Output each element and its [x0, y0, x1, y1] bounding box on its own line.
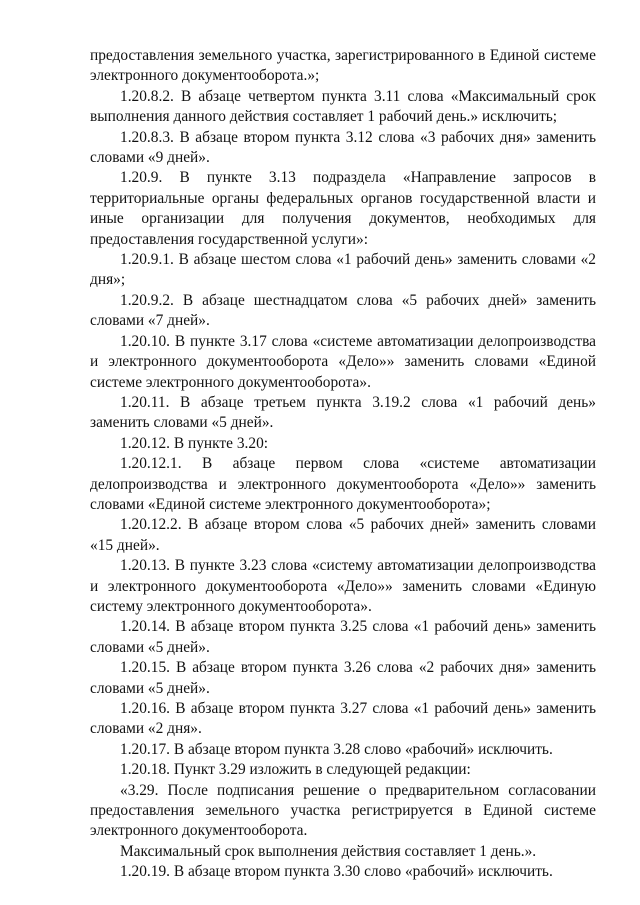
paragraph-continuation: предоставления земельного участка, зарегистрированного в Единой системе электронного документооборота.»;	[90, 47, 596, 85]
paragraph-1-20-12: 1.20.12. В пункте 3.20:	[120, 434, 269, 452]
paragraph-1-20-19: 1.20.19. В абзаце втором пункта 3.30 слово «рабочий» исключить.	[120, 863, 553, 881]
paragraph-1-20-15: 1.20.15. В абзаце втором пункта 3.26 слова «2 рабочих дня» заменить словами «5 дней».	[90, 659, 596, 697]
paragraph-3-29-quote: «3.29. После подписания решение о предварительном согласовании предоставления земельного участка регистрируется в Единой системе электронного документооборота.	[90, 781, 596, 840]
paragraph-1-20-9-2: 1.20.9.2. В абзаце шестнадцатом слова «5 рабочих дней» заменить словами «7 дней».	[90, 291, 596, 330]
paragraph-1-20-11: 1.20.11. В абзаце третьем пункта 3.19.2 слова «1 рабочий день» заменить словами «5 дней».	[90, 393, 596, 432]
paragraph-1-20-17: 1.20.17. В абзаце втором пункта 3.28 слово «рабочий» исключить.	[120, 740, 553, 758]
document-page	[90, 46, 596, 883]
paragraph-1-20-9-1: 1.20.9.1. В абзаце шестом слова «1 рабочий день» заменить словами «2 дня»;	[90, 251, 596, 289]
paragraph-1-20-13: 1.20.13. В пункте 3.23 слова «систему автоматизации делопроизводства и электронного документооборота «Дело»» заменить словами «Единую систему электронного документооборота».	[90, 557, 596, 615]
paragraph-1-20-8-3: 1.20.8.3. В абзаце втором пункта 3.12 слова «3 рабочих дня» заменить словами «9 дней».	[90, 128, 596, 167]
paragraph-1-20-18: 1.20.18. Пункт 3.29 изложить в следующей редакции:	[120, 761, 471, 779]
paragraph-1-20-12-2: 1.20.12.2. В абзаце втором слова «5 рабочих дней» заменить словами «15 дней».	[90, 516, 596, 554]
paragraph-1-20-10: 1.20.10. В пункте 3.17 слова «системе автоматизации делопроизводства и электронного документооборота «Дело»» заменить словами «Единой системе электронного документооборота».	[90, 332, 596, 391]
paragraph-max-term: Максимальный срок выполнения действия составляет 1 день.».	[120, 842, 537, 860]
paragraph-1-20-14: 1.20.14. В абзаце втором пункта 3.25 слова «1 рабочий день» заменить словами «5 дней».	[90, 618, 596, 656]
paragraph-1-20-9: 1.20.9. В пункте 3.13 подраздела «Направление запросов в территориальные органы федеральных органов государственной власти и иные организации для получения документов, необходимых для предоставления государственной услуги»:	[90, 169, 596, 248]
paragraph-1-20-16: 1.20.16. В абзаце втором пункта 3.27 слова «1 рабочий день» заменить словами «2 дня».	[90, 700, 596, 738]
paragraph-1-20-8-2: 1.20.8.2. В абзаце четвертом пункта 3.11 слова «Максимальный срок выполнения данного действия составляет 1 рабочий день.» исключить;	[90, 87, 596, 126]
paragraph-1-20-12-1: 1.20.12.1. В абзаце первом слова «системе автоматизации делопроизводства и электронного документооборота «Дело»» заменить словами «Единой системе электронного документооборота»;	[90, 455, 596, 513]
